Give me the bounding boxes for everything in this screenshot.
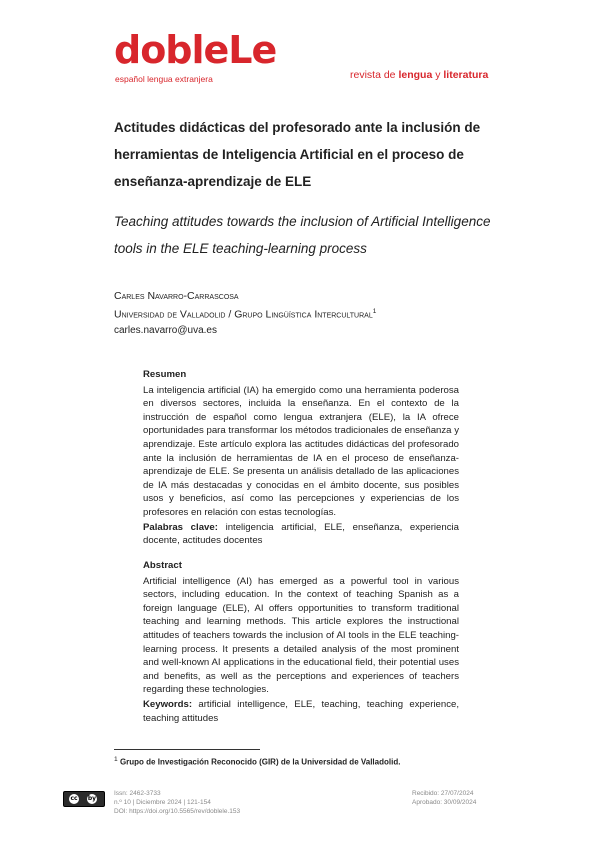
keywords-values: artificial intelligence, ELE, teaching, teaching experience, teaching attitudes [143, 698, 459, 724]
resumen-heading: Resumen [143, 369, 187, 380]
journal-name: revista de lengua y literatura [350, 69, 489, 81]
issn: Issn: 2462-3733 [114, 790, 161, 797]
keywords [143, 698, 459, 725]
dates-info [412, 790, 476, 808]
author-email[interactable]: carles.navarro@uva.es [114, 325, 217, 337]
palabras-clave [143, 521, 459, 548]
footnote-divider [114, 749, 260, 750]
author-affiliation-line [114, 304, 376, 323]
palabras-clave-label: Palabras clave: [143, 521, 218, 533]
author-name: Carles Navarro-Carrascosa [114, 290, 239, 302]
abstract-heading: Abstract [143, 560, 182, 571]
footnote [114, 756, 400, 767]
resumen-section [143, 368, 459, 548]
doi-link[interactable]: DOI: https://doi.org/10.5565/rev/doblele.153 [114, 807, 241, 815]
palabras-clave-values: inteligencia artificial, ELE, enseñanza, experiencia docente, actitudes docentes [143, 521, 459, 547]
cc-license-badge[interactable] [63, 791, 105, 807]
footnote-mark: 1 [114, 756, 118, 763]
issue-info: n.º 10 | Diciembre 2024 | 121-154 [114, 798, 211, 806]
logo-text: dobleLe [114, 28, 277, 72]
cc-icon: cc [70, 795, 78, 802]
author-block [114, 288, 376, 339]
article-title-english: Teaching attitudes towards the inclusion of Artificial Intelligence tools in the ELE teaching-learning process [114, 214, 491, 256]
logo-tagline: español lengua extranjera [115, 74, 213, 84]
resumen-text: La inteligencia artificial (IA) ha emergido como una herramienta poderosa en diversos sectores, incluida la enseñanza. En el contexto de la instrucción de español como lengua extranjera (ELE), la IA ofrece oportunidades para transformar los métodos tradicionales de enseñanza y aprendizaje. Este artículo explora las actitudes didácticas del profesorado ante la inclusión de herramientas de IA en el proceso de enseñanza-aprendizaje de ELE. Se presenta un análisis detallado de las aplicaciones de IA más destacadas y conocidas en el ámbito docente, sus posibles usos y beneficios, así como las percepciones y experiencias de los profesores en relación con estas tecnologías. [143, 384, 459, 518]
article-title-spanish: Actitudes didácticas del profesorado ante la inclusión de herramientas de Inteligencia Artificial en el proceso de enseñanza-aprendizaje de ELE [114, 120, 481, 189]
abstract-text: Artificial intelligence (AI) has emerged as a powerful tool in various sectors, including education. In the context of teaching Spanish as a foreign language (ELE), AI offers opportunities to transform traditional teaching and learning methods. This article explores the instructional attitudes of teachers towards the inclusion of AI tools in the ELE teaching-learning process. It presents a detailed analysis of the most prominent and well-known AI applications in the educational field, their potential uses and benefits, as well as the perceptions and experiences of teachers regarding these technologies. [143, 575, 459, 696]
abstract-section [143, 559, 459, 725]
keywords-label: Keywords: [143, 698, 193, 710]
journal-logo [114, 28, 277, 85]
approved-date: Aprobado: 30/09/2024 [412, 798, 477, 806]
author-affiliation: Universidad de Valladolid / Grupo Lingüística Intercultural [114, 308, 373, 321]
received-date: Recibido: 27/07/2024 [412, 790, 474, 797]
footnote-text: Grupo de Investigación Reconocido (GIR) de la Universidad de Valladolid. [119, 757, 401, 767]
by-icon: by [87, 795, 97, 802]
publication-info [114, 790, 240, 816]
affiliation-footnote-mark: 1 [372, 308, 377, 315]
